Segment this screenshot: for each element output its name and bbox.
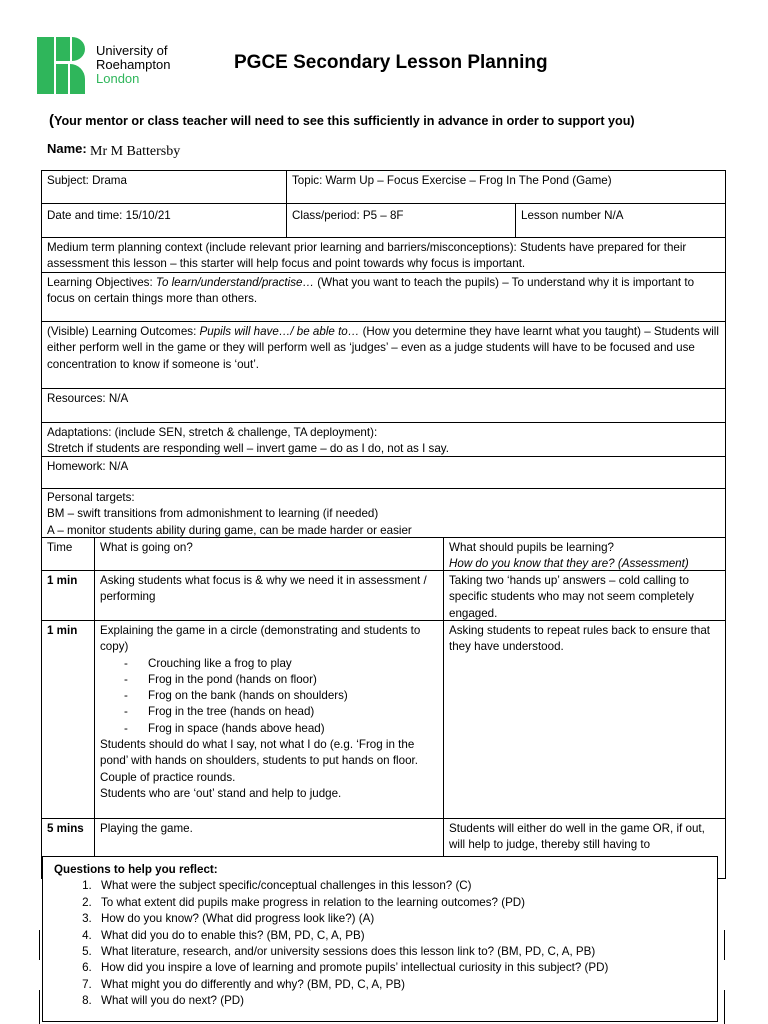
medium-term-row: Medium term planning context (include relevant prior learning and barriers/misconceptions): Students have prepared for their assessment this lesson – this starter will help focus and point towards why focus is important. <box>41 238 726 273</box>
list-item: - Crouching like a frog to play <box>124 656 438 672</box>
learning-header-title: What should pupils be learning? <box>449 541 614 554</box>
frog-rules-list <box>100 656 438 737</box>
table-border-stub <box>724 930 725 960</box>
target-2: A – monitor students ability during game, can be made harder or easier <box>47 523 412 537</box>
subject-cell: Subject: Drama <box>47 174 127 187</box>
list-item: 4. What did you do to enable this? (BM, PD, C, A, PB) <box>95 928 717 944</box>
activity-outro-3: Students who are ‘out’ stand and help to judge. <box>100 786 342 800</box>
list-item: 2. To what extent did pupils make progress in relation to the learning outcomes? (PD) <box>95 895 717 911</box>
objectives-row <box>41 273 726 322</box>
objectives-text: (What you want to teach the pupils) – To understand why it is important to focus on certain things more than others. <box>47 276 695 306</box>
university-logo-icon <box>37 37 89 94</box>
university-line-1: University of <box>96 43 168 58</box>
topic-cell: Topic: Warm Up – Focus Exercise – Frog In The Pond (Game) <box>286 171 725 203</box>
plan-header-row <box>41 538 726 571</box>
time-header: Time <box>47 541 73 554</box>
adaptations-line-1: Adaptations: (include SEN, stretch & challenge, TA deployment): <box>47 426 378 439</box>
note-text: Your mentor or class teacher will need to see this sufficiently in advance in order to support you) <box>54 114 635 128</box>
lesson-number-cell: Lesson number N/A <box>515 204 725 237</box>
list-item: - Frog in space (hands above head) <box>124 721 438 737</box>
objectives-label: Learning Objectives: <box>47 276 156 289</box>
target-1: BM – swift transitions from admonishment to learning (if needed) <box>47 507 379 521</box>
reflection-box <box>42 856 718 1022</box>
plan-row-activity: Asking students what focus is & why we need it in assessment / performing <box>94 571 443 620</box>
activity-outro-2: Couple of practice rounds. <box>100 770 236 784</box>
plan-row-time: 1 min <box>47 574 78 587</box>
list-item: - Frog in the tree (hands on head) <box>124 704 438 720</box>
adaptations-row <box>41 423 726 457</box>
name-value: Mr M Battersby <box>90 144 181 159</box>
outcomes-label: (Visible) Learning Outcomes: <box>47 325 200 338</box>
plan-row-learning: Asking students to repeat rules back to ensure that they have understood. <box>443 621 727 818</box>
plan-row-time: 5 mins <box>47 822 84 835</box>
name-label: Name: <box>47 141 87 156</box>
list-item: - Frog in the pond (hands on floor) <box>124 672 438 688</box>
list-item: 3. How do you know? (What did progress look like?) (A) <box>95 911 717 927</box>
learning-header-sub: How do you know that they are? (Assessment) <box>449 557 689 571</box>
page-title: PGCE Secondary Lesson Planning <box>234 52 548 73</box>
list-item: 1. What were the subject specific/conceptual challenges in this lesson? (C) <box>95 878 717 894</box>
list-item: 5. What literature, research, and/or university sessions does this lesson link to? (BM, PD, C, A, PB) <box>95 944 717 960</box>
class-period-cell: Class/period: P5 – 8F <box>286 204 515 237</box>
list-item: 6. How did you inspire a love of learning and promote pupils’ intellectual curiosity in this subject? (PD) <box>95 960 717 976</box>
plan-row-activity <box>94 621 443 818</box>
table-border-stub <box>39 930 40 960</box>
outcomes-row <box>41 322 726 389</box>
reflection-title: Questions to help you reflect: <box>54 863 218 876</box>
activity-intro: Explaining the game in a circle (demonstrating and students to copy) <box>100 624 421 654</box>
university-name <box>96 44 170 86</box>
date-time-cell: Date and time: 15/10/21 <box>47 209 171 222</box>
targets-label: Personal targets: <box>47 491 135 504</box>
subject-row <box>41 170 726 204</box>
list-item: 7. What might you do differently and why? (BM, PD, C, A, PB) <box>95 977 717 993</box>
list-item: 8. What will you do next? (PD) <box>95 993 717 1009</box>
adaptations-line-2: Stretch if students are responding well – invert game – do as I do, not as I say. <box>47 442 449 456</box>
plan-row <box>41 621 726 819</box>
targets-row <box>41 489 726 538</box>
university-line-3: London <box>96 71 140 86</box>
outcomes-text: (How you determine they have learnt what you taught) – Students will either perform well in the game or they will perform well as ‘judges’ – even as a judge students will have to be focused and use concentration to know if someone is ‘out’. <box>47 325 719 371</box>
table-border-stub <box>724 990 725 1024</box>
plan-row-activity: Playing the game. <box>94 819 443 878</box>
learning-header <box>443 538 727 570</box>
activity-header: What is going on? <box>94 538 443 570</box>
homework-row: Homework: N/A <box>41 457 726 489</box>
date-row <box>41 204 726 238</box>
plan-row-time: 1 min <box>47 624 78 637</box>
resources-row: Resources: N/A <box>41 389 726 423</box>
mentor-note <box>49 112 635 129</box>
plan-row <box>41 571 726 621</box>
plan-row-learning: Students will either do well in the game OR, if out, will help to judge, thereby still having to <box>443 819 727 878</box>
lesson-plan-table <box>41 170 726 879</box>
activity-outro-1: Students should do what I say, not what I do (e.g. ‘Frog in the pond’ with hands on shoulders, students to put hands on floor. <box>100 738 418 768</box>
objectives-italic: To learn/understand/practise… <box>155 276 315 289</box>
outcomes-italic: Pupils will have…/ be able to… <box>199 325 360 338</box>
note-paren: ( <box>49 112 54 129</box>
reflection-questions <box>54 878 717 1009</box>
plan-row-learning: Taking two ‘hands up’ answers – cold calling to specific students who may not seem completely engaged. <box>443 571 727 620</box>
table-border-stub <box>39 990 40 1024</box>
university-line-2: Roehampton <box>96 57 171 72</box>
list-item: - Frog on the bank (hands on shoulders) <box>124 688 438 704</box>
